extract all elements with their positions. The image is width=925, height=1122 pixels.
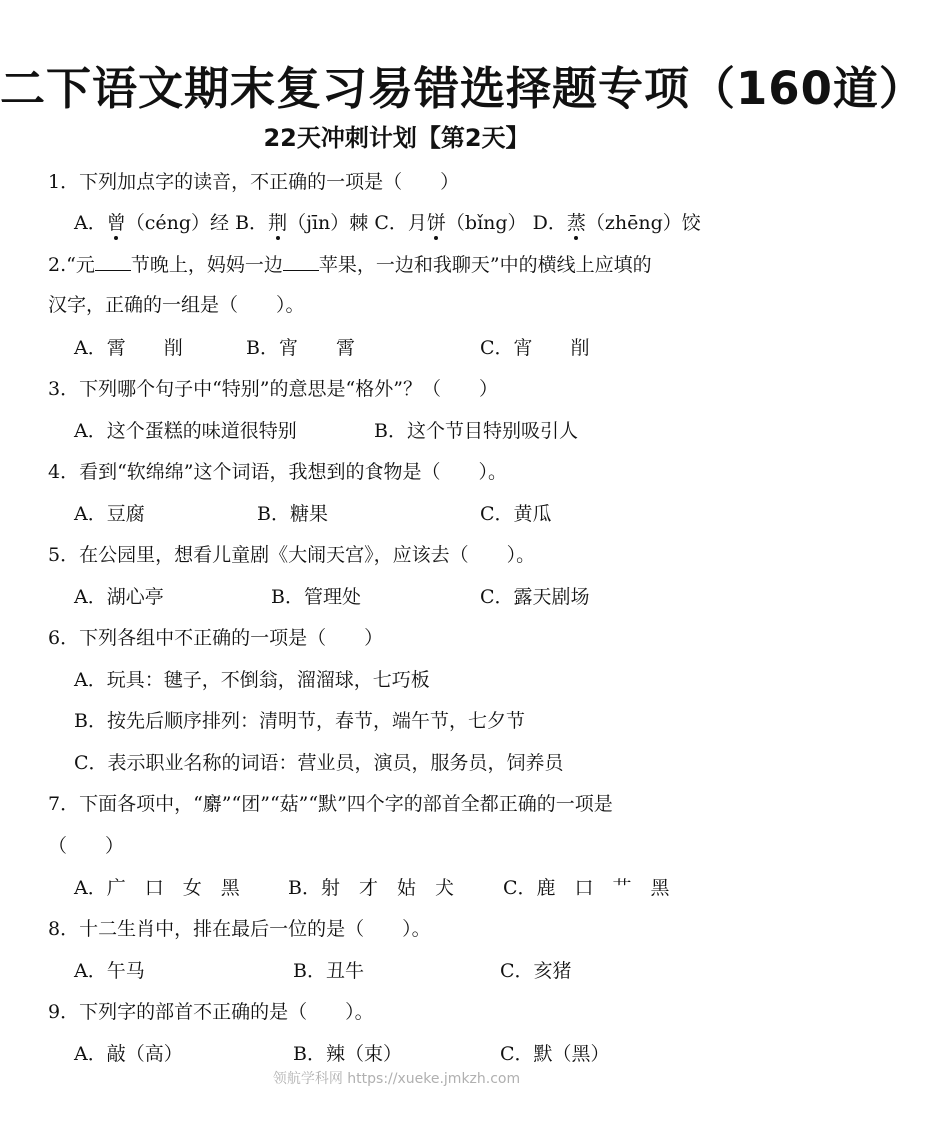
q1-option-b-rest: （jīn）棘	[287, 212, 369, 234]
q1-option-a-prefix: A．	[74, 212, 107, 234]
q2-blank-2	[283, 252, 319, 271]
q3-option-b: B．这个节目特别吸引人	[374, 420, 578, 442]
q6-option-c: C．表示职业名称的词语：营业员，演员，服务员，饲养员	[74, 752, 564, 774]
q2-stem-part-3: 苹果，一边和我聊天”中的横线上应填的	[318, 254, 652, 276]
question-3-stem: 3．下列哪个句子中“特别”的意思是“格外”？（ ）	[48, 378, 498, 400]
question-6-stem: 6．下列各组中不正确的一项是（ ）	[48, 627, 384, 649]
footer-watermark: 领航学科网 https://xueke.jmkzh.com	[272, 1071, 521, 1087]
q1-option-c-rest: （bǐng）	[445, 212, 527, 234]
question-7-stem: 7．下面各项中，“麝”“团”“菇”“默”四个字的部首全都正确的一项是	[48, 793, 613, 815]
q1-option-d-dotted-char: 蒸	[566, 212, 586, 234]
question-8-stem: 8．十二生肖中，排在最后一位的是（ ）。	[48, 918, 431, 940]
q1-option-b-prefix: B．	[235, 212, 269, 234]
page-subtitle: 22天冲刺计划【第2天】	[263, 124, 530, 152]
q1-option-b-dotted-char: 荆	[268, 212, 288, 234]
q9-option-b: B．辣（束）	[293, 1043, 402, 1065]
q1-option-a-rest: （céng）经	[125, 212, 230, 234]
question-1-stem: 1．下列加点字的读音，不正确的一项是（ ）	[48, 171, 460, 193]
q5-option-b: B．管理处	[271, 586, 361, 608]
q1-option-c-dotted-char: 饼	[426, 212, 446, 234]
q2-stem-part-2: 节晚上，妈妈一边	[130, 254, 283, 276]
q2-blank-1	[95, 252, 131, 271]
q1-option-c-prefix: C．月	[374, 212, 427, 234]
question-5-stem: 5．在公园里，想看儿童剧《大闹天宫》，应该去（ ）。	[48, 544, 536, 566]
q4-option-a: A．豆腐	[74, 503, 145, 525]
q2-option-a: A．霄 削	[74, 337, 183, 359]
question-1-options	[74, 210, 701, 236]
q2-option-b: B．宵 霄	[246, 337, 355, 359]
question-9-stem: 9．下列字的部首不正确的是（ ）。	[48, 1001, 374, 1023]
q1-option-a-dotted-char: 曾	[106, 212, 126, 234]
q7-option-b: B．射 才 姑 犬	[288, 877, 454, 899]
q1-option-d-prefix: D．	[532, 212, 567, 234]
q3-option-a: A．这个蛋糕的味道很特别	[74, 420, 297, 442]
q4-option-c: C．黄瓜	[480, 503, 552, 525]
question-7-stem-line-2: （ ）	[48, 835, 125, 857]
q4-option-b: B．糖果	[257, 503, 328, 525]
q9-option-a: A．敲（高）	[74, 1043, 183, 1065]
q8-option-a: A．午马	[74, 960, 145, 982]
q6-option-b: B．按先后顺序排列：清明节，春节，端午节，七夕节	[74, 710, 525, 732]
q7-option-c: C．鹿 口 艹 黑	[503, 877, 670, 899]
page-title: 二下语文期末复习易错选择题专项（160道）	[0, 62, 925, 115]
q8-option-b: B．丑牛	[293, 960, 364, 982]
q5-option-c: C．露天剧场	[480, 586, 590, 608]
q5-option-a: A．湖心亭	[74, 586, 164, 608]
q1-option-d-rest: （zhēng）饺	[585, 212, 701, 234]
q2-option-c: C．宵 削	[480, 337, 590, 359]
q6-option-a: A．玩具：毽子，不倒翁，溜溜球，七巧板	[74, 669, 430, 691]
question-4-stem: 4．看到“软绵绵”这个词语，我想到的食物是（ ）。	[48, 461, 508, 483]
question-2-stem	[48, 252, 652, 278]
q9-option-c: C．默（黑）	[500, 1043, 610, 1065]
question-2-stem-line-2: 汉字，正确的一组是（ ）。	[48, 294, 305, 316]
q7-option-a: A．广 口 女 黑	[74, 877, 240, 899]
q2-stem-part-1: 2.“元	[48, 254, 95, 276]
q8-option-c: C．亥猪	[500, 960, 572, 982]
